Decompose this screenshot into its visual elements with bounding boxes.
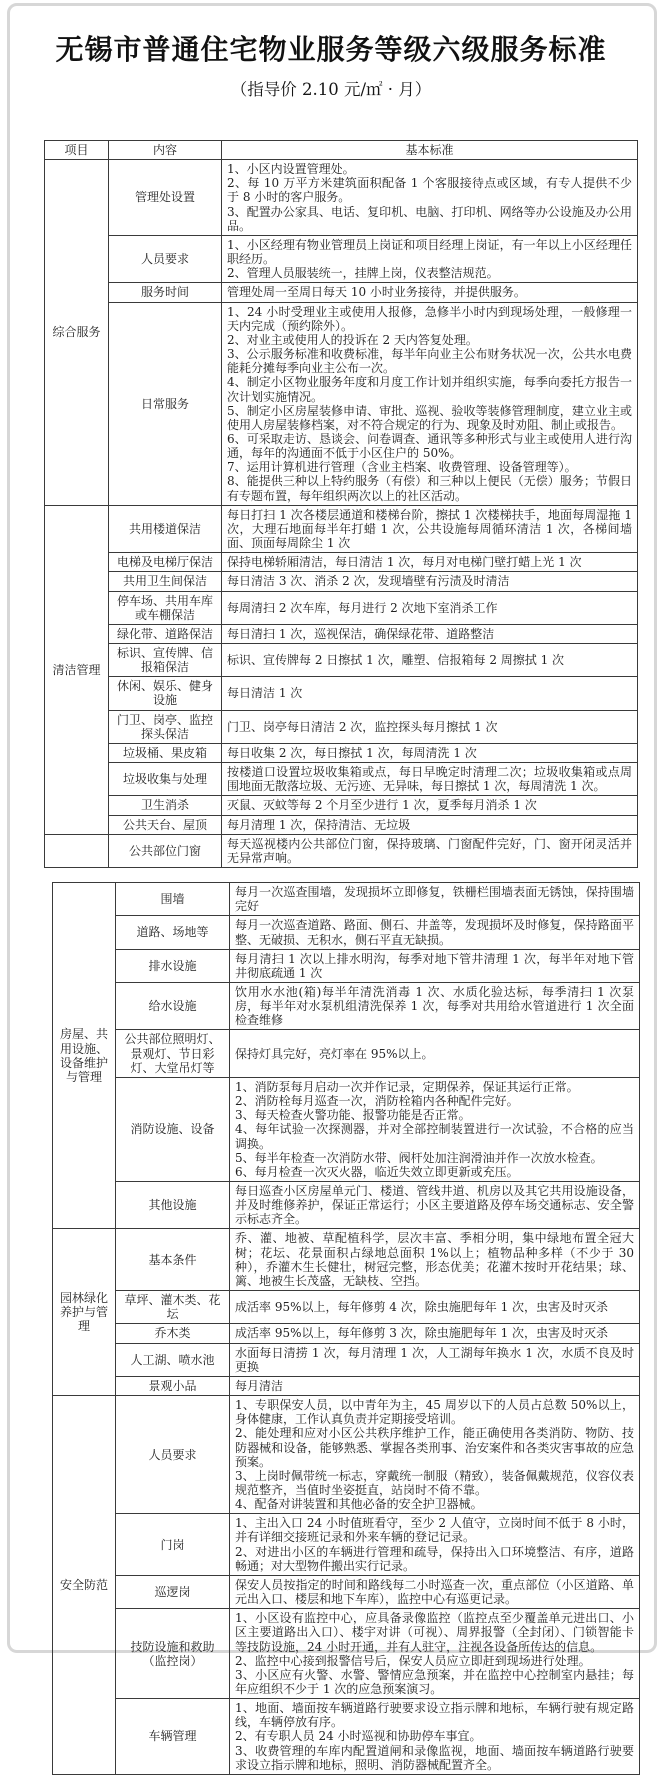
project-cell: 清洁管理: [45, 505, 109, 834]
table-row: [53, 1324, 640, 1343]
standard-cell: 保安人员按指定的时间和路线每二小时巡查一次，重点部位（小区道路、单元出入口、楼层和地下车库），监控中心有巡更记录。: [230, 1575, 640, 1608]
header-cell-content: 内容: [109, 141, 222, 160]
service-standard-table-lower: [52, 882, 640, 1775]
table-row: [45, 302, 638, 505]
content-cell: 乔木类: [116, 1324, 230, 1343]
document-page: [14, 10, 648, 1775]
standard-cell: 灭鼠、灭蚊等每 2 个月至少进行 1 次，夏季每月消杀 1 次: [222, 796, 638, 815]
standard-cell: 每月一次巡查道路、路面、侧石、井盖等，发现损坏及时修复，保持路面平整、无破损、无积水，侧石平直无缺损。: [230, 916, 640, 949]
table-row: [45, 505, 638, 552]
standard-cell: 每月清扫 1 次以上排水明沟，每季对地下管井清理 1 次，每半年对地下管井彻底疏通 1 次: [230, 949, 640, 982]
standard-cell: 每日打扫 1 次各楼层通道和楼梯台阶，擦拭 1 次楼梯扶手，地面每周湿拖 1 次，大理石地面每半年打蜡 1 次，公共设施每周循环清洁 1 次，各梯间墙面、顶面每周除尘 1 次: [222, 505, 638, 552]
content-cell: 车辆管理: [116, 1699, 230, 1775]
table-row: [53, 1229, 640, 1291]
content-cell: 绿化带、道路保洁: [109, 624, 222, 643]
table-row: [53, 1343, 640, 1376]
content-cell: 其他设施: [116, 1182, 230, 1229]
content-cell: 电梯及电梯厅保洁: [109, 553, 222, 572]
document-title: 无锡市普通住宅物业服务等级六级服务标准: [55, 33, 607, 66]
table-header-row: [45, 141, 638, 160]
standard-cell: 标识、宣传牌每 2 日擦拭 1 次，雕塑、信报箱每 2 周擦拭 1 次: [222, 644, 638, 677]
standard-cell: 每周清扫 2 次车库，每月进行 2 次地下室消杀工作: [222, 591, 638, 624]
header-cell-project: 项目: [45, 141, 109, 160]
content-cell: 围墙: [116, 883, 230, 916]
standard-cell: 1、地面、墙面按车辆道路行驶要求设立指示牌和地标，车辆行驶有规定路线，车辆停放有序。 2、有专职人员 24 小时巡视和协助停车事宜。 3、收费管理的车库内配置道闸和录像监视，地面、墙面按车辆道路行驶要求设立指示牌和地标，照明、消防器械配置齐全。: [230, 1699, 640, 1775]
project-cell: 房屋、共用设施、设备维护与管理: [53, 883, 116, 1229]
table-row: [53, 1699, 640, 1775]
content-cell: 休闲、娱乐、健身设施: [109, 677, 222, 710]
content-cell: 景观小品: [116, 1376, 230, 1395]
standard-cell: 乔、灌、地被、草配植科学，层次丰富、季相分明，集中绿地布置全冠大树；花坛、花景面积占绿地总面积 1%以上；植物品种多样（不少于 30 种），乔灌木生长健壮，树冠完整，形态优美；花灌木按时开花结果；球、篱、地被生长茂盛，无缺枝、空挡。: [230, 1229, 640, 1291]
table-row: [45, 235, 638, 282]
table-row: [53, 1396, 640, 1514]
table-row: [53, 883, 640, 916]
standard-cell: 每月清理 1 次，保持清洁、无垃圾: [222, 815, 638, 834]
content-cell: 门卫、岗亭、监控探头保洁: [109, 710, 222, 743]
content-cell: 卫生消杀: [109, 796, 222, 815]
standard-cell: 1、专职保安人员，以中青年为主，45 周岁以下的人员占总数 50%以上，身体健康，工作认真负责并定期接受培训。 2、能处理和应对小区公共秩序维护工作，能正确使用各类消防、物防、技防器械和设备，能够熟悉、掌握各类刑事、治安案件和各类灾害事故的应急预案。 3、上岗时佩带统一标志，穿戴统一制服（精致），装备佩戴规范，仪容仪表规范整齐，当值时坐姿挺直，站岗时不倚不靠。 4、配备对讲装置和其他必备的安全护卫器械。: [230, 1396, 640, 1514]
content-cell: 服务时间: [109, 283, 222, 302]
content-cell: 停车场、共用车库或车棚保洁: [109, 591, 222, 624]
header-cell-standard: 基本标准: [222, 141, 638, 160]
standard-cell: 1、小区内设置管理处。 2、每 10 万平方米建筑面积配备 1 个客服接待点或区域，有专人提供不少于 8 小时的客户服务。 3、配置办公家具、电话、复印机、电脑、打印机、网络等办公设施及办公用品。: [222, 160, 638, 236]
content-cell: 给水设施: [116, 982, 230, 1029]
content-cell: 技防设施和救助（监控岗）: [116, 1609, 230, 1699]
standard-cell: 每日收集 2 次，每日擦拭 1 次，每周清洗 1 次: [222, 743, 638, 762]
table-row: [53, 916, 640, 949]
table-row: [53, 1575, 640, 1608]
standard-cell: 每月清洁: [230, 1376, 640, 1395]
content-cell: 公共部位门窗: [109, 834, 222, 867]
table-row: [45, 572, 638, 591]
standard-cell: 1、小区设有监控中心，应具备录像监控（监控点至少覆盖单元进出口、小区主要道路出入口）、楼宇对讲（可视）、周界报警（全封闭）、门锁智能卡等技防设施，24 小时开通，并有人驻守，注视各设备所传达的信息。 2、监控中心接到报警信号后，保安人员应立即赶到现场进行处理。 3、小区应有火警、水警、警情应急预案，并在监控中心控制室内悬挂；每年应组织不少于 1 次的应急预案演习。: [230, 1609, 640, 1699]
document-subtitle: （指导价 2.10 元/㎡ · 月）: [230, 80, 432, 99]
standard-cell: 管理处周一至周日每天 10 小时业务接待，并提供服务。: [222, 283, 638, 302]
project-cell: [45, 834, 109, 867]
content-cell: 道路、场地等: [116, 916, 230, 949]
standard-cell: 1、主出入口 24 小时值班看守，至少 2 人值守，立岗时间不低于 8 小时，并有详细交接班记录和外来车辆的登记记录。 2、对进出小区的车辆进行管理和疏导，保持出入口环境整洁、有序，道路畅通；对大型物件搬出实行记录。: [230, 1514, 640, 1576]
table-row: [53, 1376, 640, 1395]
content-cell: 垃圾桶、果皮箱: [109, 743, 222, 762]
content-cell: 管理处设置: [109, 160, 222, 236]
standard-cell: 每月一次巡查围墙，发现损坏立即修复，铁栅栏围墙表面无锈蚀，保持围墙完好: [230, 883, 640, 916]
standard-cell: 成活率 95%以上，每年修剪 3 次，除虫施肥每年 1 次，虫害及时灭杀: [230, 1324, 640, 1343]
standard-cell: 每日巡查小区房屋单元门、楼道、管线井道、机房以及其它共用设施设备，并及时维修养护，保证正常运行；小区主要道路及停车场交通标志、安全警示标志齐全。: [230, 1182, 640, 1229]
standard-cell: 每日清洁 3 次、消杀 2 次，发现墙壁有污渍及时清洁: [222, 572, 638, 591]
content-cell: 人工湖、喷水池: [116, 1343, 230, 1376]
table-row: [45, 743, 638, 762]
content-cell: 日常服务: [109, 302, 222, 505]
table-row: [45, 710, 638, 743]
content-cell: 草坪、灌木类、花坛: [116, 1291, 230, 1324]
table-row: [45, 553, 638, 572]
content-cell: 共用楼道保洁: [109, 505, 222, 552]
content-cell: 垃圾收集与处理: [109, 763, 222, 796]
standard-cell: 饮用水水池(箱)每半年清洗消毒 1 次、水质化验达标，每季清扫 1 次泵房，每半年对水泵机组清洗保养 1 次，每季对共用给水管道进行 1 次全面检查维修: [230, 982, 640, 1029]
content-cell: 巡逻岗: [116, 1575, 230, 1608]
content-cell: 门岗: [116, 1514, 230, 1576]
project-cell: 园林绿化养护与管理: [53, 1229, 116, 1396]
standard-cell: 保持灯具完好，亮灯率在 95%以上。: [230, 1030, 640, 1077]
service-standard-table-upper: [44, 140, 638, 868]
table-row: [53, 982, 640, 1029]
standard-cell: 1、消防泵每月启动一次并作记录，定期保养，保证其运行正常。 2、消防栓每月巡查一次，消防栓箱内各种配件完好。 3、每天检查火警功能、报警功能是否正常。 4、每年试验一次探测器，并对全部控制装置进行一次试验，不合格的应当调换。 5、每半年检查一次消防水带、阀杆处加注润滑油并作一次放水检查。 6、每月检查一次灭火器，临近失效立即更新或充压。: [230, 1077, 640, 1181]
standard-cell: 保持电梯轿厢清洁，每日清洁 1 次，每月对电梯门壁打蜡上光 1 次: [222, 553, 638, 572]
standard-cell: 按楼道口设置垃圾收集箱或点，每日早晚定时清理二次；垃圾收集箱或点周围地面无散落垃圾、无污迹、无异味，每日擦拭 1 次，每周清洗 1 次。: [222, 763, 638, 796]
table-row: [45, 624, 638, 643]
project-cell: 综合服务: [45, 160, 109, 506]
table-row: [45, 763, 638, 796]
table-row: [45, 677, 638, 710]
content-cell: 人员要求: [109, 235, 222, 282]
standard-cell: 每天巡视楼内公共部位门窗，保持玻璃、门窗配件完好，门、窗开闭灵活并无异常声响。: [222, 834, 638, 867]
table-row: [45, 796, 638, 815]
content-cell: 排水设施: [116, 949, 230, 982]
standard-cell: 每日清洁 1 次: [222, 677, 638, 710]
standard-cell: 每日清扫 1 次，巡视保洁，确保绿花带、道路整洁: [222, 624, 638, 643]
standard-cell: 1、24 小时受理业主或使用人报修，急修半小时内到现场处理，一般修理一天内完成（预约除外）。 2、对业主或使用人的投诉在 2 天内答复处理。 3、公示服务标准和收费标准，每半年向业主公布财务状况一次，公共水电费能耗分摊每季向业主公布一次。 4、制定小区物业服务年度和月度工作计划并组织实施，每季向委托方报告一次计划实施情况。 5、制定小区房屋装修申请、审批、巡视、验收等装修管理制度，建立业主或使用人房屋装修档案，对不符合规定的行为、现象及时劝阻、制止或报告。 6、可采取走访、恳谈会、问卷调查、通讯等多种形式与业主或使用人进行沟通，每年的沟通面不低于小区住户的 50%。 7、运用计算机进行管理（含业主档案、收费管理、设备管理等）。 8、能提供三种以上特约服务（有偿）和三种以上便民（无偿）服务；节假日有专题布置，每年组织两次以上的社区活动。: [222, 302, 638, 505]
table-row: [45, 283, 638, 302]
table-row: [53, 1077, 640, 1181]
table-row: [53, 1182, 640, 1229]
table-row: [45, 644, 638, 677]
content-cell: 公共部位照明灯、景观灯、节日彩灯、大堂吊灯等: [116, 1030, 230, 1077]
content-cell: 标识、宣传牌、信报箱保洁: [109, 644, 222, 677]
standard-cell: 1、小区经理有物业管理员上岗证和项目经理上岗证，有一年以上小区经理任职经历。 2、管理人员服装统一，挂牌上岗，仪表整洁规范。: [222, 235, 638, 282]
table-row: [45, 160, 638, 236]
table-row: [53, 949, 640, 982]
project-cell: 安全防范: [53, 1396, 116, 1775]
standard-cell: 水面每日清捞 1 次，每月清理 1 次，人工湖每年换水 1 次，水质不良及时更换: [230, 1343, 640, 1376]
content-cell: 消防设施、设备: [116, 1077, 230, 1181]
content-cell: 基本条件: [116, 1229, 230, 1291]
standard-cell: 门卫、岗亭每日清洁 2 次，监控探头每月擦拭 1 次: [222, 710, 638, 743]
content-cell: 人员要求: [116, 1396, 230, 1514]
table-row: [53, 1514, 640, 1576]
table-row: [45, 834, 638, 867]
standard-cell: 成活率 95%以上，每年修剪 4 次，除虫施肥每年 1 次，虫害及时灭杀: [230, 1291, 640, 1324]
table-row: [45, 815, 638, 834]
table-row: [53, 1291, 640, 1324]
table-row: [53, 1609, 640, 1699]
content-cell: 公共天台、屋顶: [109, 815, 222, 834]
table-row: [53, 1030, 640, 1077]
content-cell: 共用卫生间保洁: [109, 572, 222, 591]
table-row: [45, 591, 638, 624]
